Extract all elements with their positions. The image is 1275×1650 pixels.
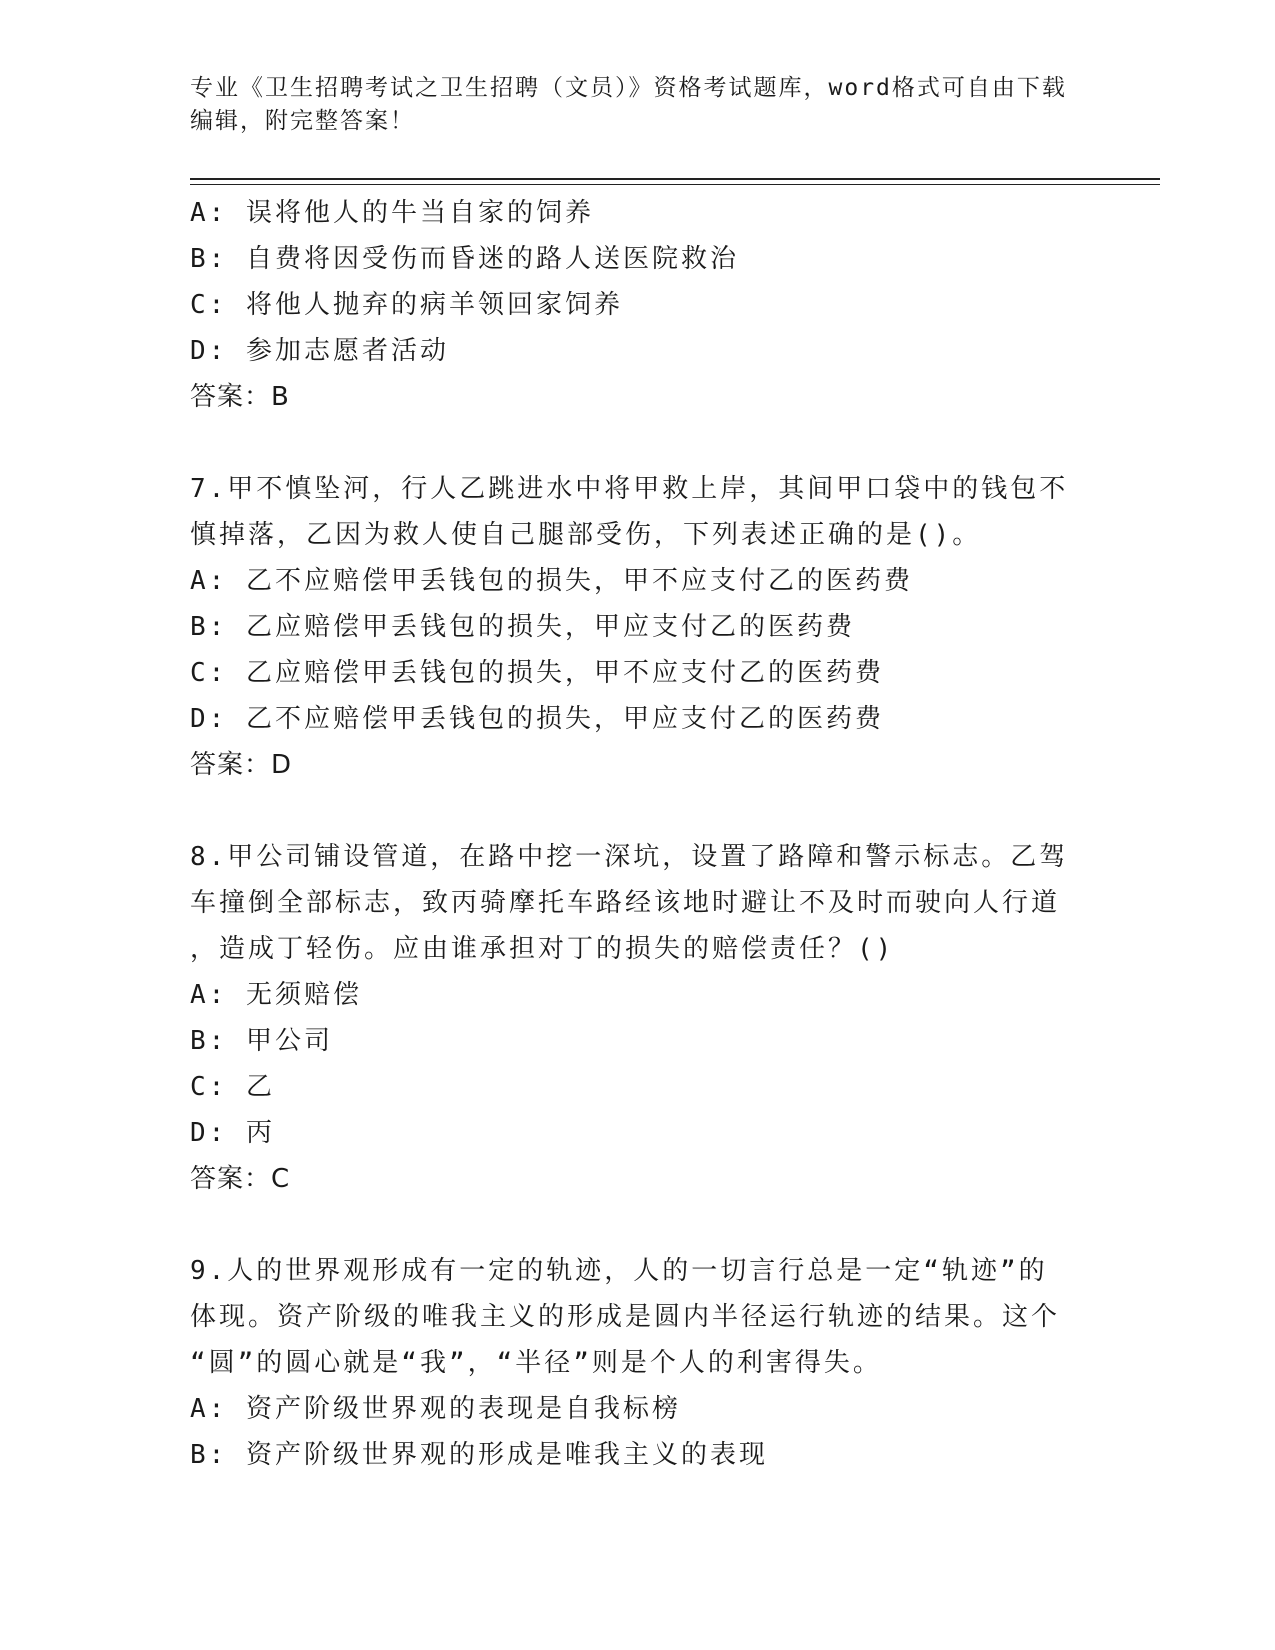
- spacer: [190, 420, 1070, 466]
- header-line-2: 编辑，附完整答案！: [190, 108, 415, 134]
- question-stem-line: 慎掉落，乙因为救人使自己腿部受伤，下列表述正确的是()。: [190, 520, 982, 550]
- question-stem-line: 体现。资产阶级的唯我主义的形成是圆内半径运行轨迹的结果。这个: [190, 1302, 1061, 1332]
- header-divider-thick: [190, 178, 1160, 180]
- option-d: D: 参加志愿者活动: [190, 336, 449, 366]
- header-divider-thin: [190, 184, 1160, 185]
- question-stem-line: 车撞倒全部标志，致丙骑摩托车路经该地时避让不及时而驶向人行道: [190, 888, 1061, 918]
- spacer: [190, 1202, 1070, 1248]
- option-c: C: 乙: [190, 1072, 275, 1102]
- question-6: [190, 190, 1070, 420]
- option-c: C: 乙应赔偿甲丢钱包的损失，甲不应支付乙的医药费: [190, 658, 884, 688]
- question-stem-line: 7.甲不慎坠河，行人乙跳进水中将甲救上岸，其间甲口袋中的钱包不: [190, 474, 1069, 504]
- option-b: B: 资产阶级世界观的形成是唯我主义的表现: [190, 1440, 768, 1470]
- question-7: [190, 466, 1070, 788]
- option-a: A: 误将他人的牛当自家的饲养: [190, 198, 594, 228]
- question-8: [190, 834, 1070, 1202]
- question-stem-line: 9.人的世界观形成有一定的轨迹，人的一切言行总是一定“轨迹”的: [190, 1256, 1048, 1286]
- option-a: A: 无须赔偿: [190, 980, 362, 1010]
- answer: 答案：C: [190, 1164, 291, 1194]
- answer: 答案：B: [190, 382, 290, 412]
- question-stem-line: “圆”的圆心就是“我”，“半径”则是个人的利害得失。: [190, 1348, 882, 1378]
- option-b: B: 乙应赔偿甲丢钱包的损失，甲应支付乙的医药费: [190, 612, 855, 642]
- spacer: [190, 788, 1070, 834]
- question-stem-line: ，造成丁轻伤。应由谁承担对丁的损失的赔偿责任？(): [190, 934, 895, 964]
- option-d: D: 乙不应赔偿甲丢钱包的损失，甲应支付乙的医药费: [190, 704, 884, 734]
- question-list: [190, 190, 1070, 1478]
- question-9: [190, 1248, 1070, 1478]
- document-header: [190, 72, 1070, 138]
- answer: 答案：D: [190, 750, 293, 780]
- header-line-1: 专业《卫生招聘考试之卫生招聘（文员）》资格考试题库，word格式可自由下载: [190, 75, 1067, 101]
- question-stem-line: 8.甲公司铺设管道，在路中挖一深坑，设置了路障和警示标志。乙驾: [190, 842, 1069, 872]
- option-a: A: 乙不应赔偿甲丢钱包的损失，甲不应支付乙的医药费: [190, 566, 913, 596]
- option-a: A: 资产阶级世界观的表现是自我标榜: [190, 1394, 681, 1424]
- option-b: B: 甲公司: [190, 1026, 333, 1056]
- option-b: B: 自费将因受伤而昏迷的路人送医院救治: [190, 244, 739, 274]
- option-d: D: 丙: [190, 1118, 275, 1148]
- option-c: C: 将他人抛弃的病羊领回家饲养: [190, 290, 623, 320]
